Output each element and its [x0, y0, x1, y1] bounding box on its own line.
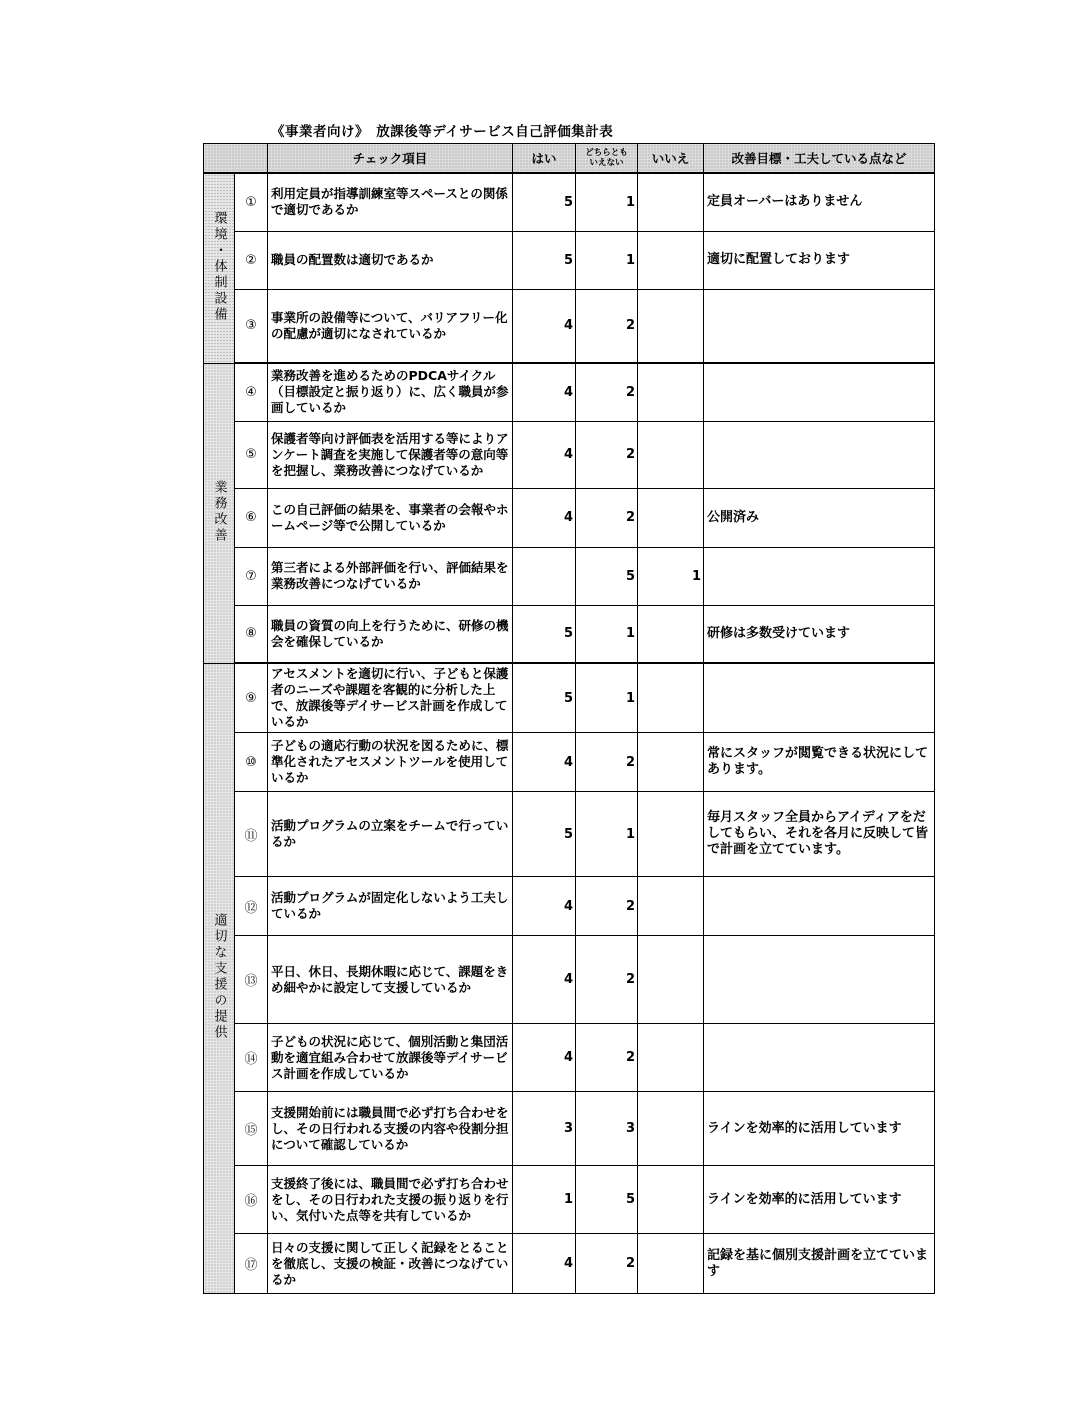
- yes-count: 5: [513, 231, 576, 289]
- category-label: 適切な支援の提供: [211, 912, 227, 1041]
- yes-count: 5: [513, 792, 576, 877]
- neither-count: 1: [576, 173, 638, 231]
- no-count: [638, 733, 704, 792]
- no-count: [638, 488, 704, 547]
- header-no: いいえ: [638, 144, 704, 174]
- neither-count: 1: [576, 605, 638, 663]
- row-number: ⑮: [235, 1092, 268, 1166]
- table-row: [204, 936, 935, 1024]
- table-row: [204, 663, 935, 733]
- neither-count: 2: [576, 877, 638, 936]
- no-count: [638, 173, 704, 231]
- category-label: 環境・体制設備: [211, 210, 227, 323]
- row-number: ②: [235, 231, 268, 289]
- neither-count: 1: [576, 663, 638, 733]
- no-count: [638, 1166, 704, 1234]
- check-item-text: 支援開始前には職員間で必ず打ち合わせをし、その日行われる支援の内容や役割分担について確認しているか: [268, 1092, 513, 1166]
- improvement-note: 定員オーバーはありません: [704, 173, 935, 231]
- row-number: ⑩: [235, 733, 268, 792]
- neither-count: 5: [576, 1166, 638, 1234]
- neither-count: 1: [576, 792, 638, 877]
- yes-count: 5: [513, 663, 576, 733]
- row-number: ⑤: [235, 421, 268, 488]
- check-item-text: 職員の配置数は適切であるか: [268, 231, 513, 289]
- header-check-item: チェック項目: [268, 144, 513, 174]
- yes-count: 5: [513, 605, 576, 663]
- row-number: ⑪: [235, 792, 268, 877]
- improvement-note: [704, 877, 935, 936]
- table-row: [204, 488, 935, 547]
- neither-count: 1: [576, 231, 638, 289]
- yes-count: 3: [513, 1092, 576, 1166]
- table-row: [204, 1166, 935, 1234]
- check-item-text: 平日、休日、長期休暇に応じて、課題をきめ細やかに設定して支援しているか: [268, 936, 513, 1024]
- neither-count: 2: [576, 936, 638, 1024]
- no-count: [638, 421, 704, 488]
- header-row: [204, 144, 935, 174]
- yes-count: 1: [513, 1166, 576, 1234]
- check-item-text: 業務改善を進めるためのPDCAサイクル（目標設定と振り返り）に、広く職員が参画しているか: [268, 363, 513, 421]
- table-row: [204, 605, 935, 663]
- evaluation-table: [203, 143, 935, 1294]
- yes-count: 4: [513, 488, 576, 547]
- no-count: 1: [638, 547, 704, 605]
- table-row: [204, 363, 935, 421]
- no-count: [638, 1234, 704, 1294]
- yes-count: 4: [513, 733, 576, 792]
- table-row: [204, 547, 935, 605]
- row-number: ⑯: [235, 1166, 268, 1234]
- neither-count: 2: [576, 1234, 638, 1294]
- yes-count: 5: [513, 173, 576, 231]
- yes-count: 4: [513, 1234, 576, 1294]
- table-row: [204, 877, 935, 936]
- table-row: [204, 231, 935, 289]
- improvement-note: 適切に配置しております: [704, 231, 935, 289]
- improvement-note: [704, 1024, 935, 1092]
- page-title: 《事業者向け》 放課後等デイサービス自己評価集計表: [271, 124, 614, 140]
- check-item-text: アセスメントを適切に行い、子どもと保護者のニーズや課題を客観的に分析した上で、放課後等デイサービス計画を作成しているか: [268, 663, 513, 733]
- no-count: [638, 936, 704, 1024]
- yes-count: 4: [513, 1024, 576, 1092]
- improvement-note: [704, 363, 935, 421]
- header-improvement: 改善目標・工夫している点など: [704, 144, 935, 174]
- neither-count: 2: [576, 1024, 638, 1092]
- category-cell: [204, 363, 235, 663]
- check-item-text: 職員の資質の向上を行うために、研修の機会を確保しているか: [268, 605, 513, 663]
- row-number: ③: [235, 289, 268, 363]
- no-count: [638, 877, 704, 936]
- check-item-text: 支援終了後には、職員間で必ず打ち合わせをし、その日行われた支援の振り返りを行い、気付いた点等を共有しているか: [268, 1166, 513, 1234]
- table-row: [204, 792, 935, 877]
- header-neither: どちらとも いえない: [576, 144, 638, 174]
- check-item-text: 活動プログラムが固定化しないよう工夫しているか: [268, 877, 513, 936]
- improvement-note: [704, 421, 935, 488]
- check-item-text: 第三者による外部評価を行い、評価結果を業務改善につなげているか: [268, 547, 513, 605]
- improvement-note: 公開済み: [704, 488, 935, 547]
- table-row: [204, 733, 935, 792]
- no-count: [638, 1092, 704, 1166]
- check-item-text: この自己評価の結果を、事業者の会報やホームページ等で公開しているか: [268, 488, 513, 547]
- no-count: [638, 663, 704, 733]
- yes-count: 4: [513, 877, 576, 936]
- no-count: [638, 289, 704, 363]
- category-cell: [204, 173, 235, 363]
- category-cell: [204, 663, 235, 1294]
- category-label: 業務改善: [211, 479, 227, 544]
- check-item-text: 活動プログラムの立案をチームで行っているか: [268, 792, 513, 877]
- improvement-note: 記録を基に個別支援計画を立てています: [704, 1234, 935, 1294]
- yes-count: [513, 547, 576, 605]
- neither-count: 2: [576, 733, 638, 792]
- row-number: ⑧: [235, 605, 268, 663]
- check-item-text: 利用定員が指導訓練室等スペースとの関係で適切であるか: [268, 173, 513, 231]
- improvement-note: [704, 936, 935, 1024]
- row-number: ⑬: [235, 936, 268, 1024]
- table-row: [204, 421, 935, 488]
- row-number: ⑭: [235, 1024, 268, 1092]
- check-item-text: 子どもの適応行動の状況を図るために、標準化されたアセスメントツールを使用しているか: [268, 733, 513, 792]
- neither-count: 3: [576, 1092, 638, 1166]
- yes-count: 4: [513, 421, 576, 488]
- improvement-note: [704, 663, 935, 733]
- neither-count: 2: [576, 289, 638, 363]
- no-count: [638, 1024, 704, 1092]
- row-number: ④: [235, 363, 268, 421]
- row-number: ⑦: [235, 547, 268, 605]
- no-count: [638, 231, 704, 289]
- no-count: [638, 792, 704, 877]
- neither-count: 2: [576, 488, 638, 547]
- row-number: ⑥: [235, 488, 268, 547]
- neither-count: 2: [576, 421, 638, 488]
- neither-count: 5: [576, 547, 638, 605]
- header-blank: [204, 144, 268, 174]
- check-item-text: 子どもの状況に応じて、個別活動と集団活動を適宜組み合わせて放課後等デイサービス計画を作成しているか: [268, 1024, 513, 1092]
- improvement-note: 研修は多数受けています: [704, 605, 935, 663]
- improvement-note: [704, 547, 935, 605]
- row-number: ①: [235, 173, 268, 231]
- neither-count: 2: [576, 363, 638, 421]
- check-item-text: 保護者等向け評価表を活用する等によりアンケート調査を実施して保護者等の意向等を把握し、業務改善につなげているか: [268, 421, 513, 488]
- table-row: [204, 1234, 935, 1294]
- yes-count: 4: [513, 289, 576, 363]
- row-number: ⑰: [235, 1234, 268, 1294]
- yes-count: 4: [513, 936, 576, 1024]
- improvement-note: 毎月スタッフ全員からアイディアをだしてもらい、それを各月に反映して皆で計画を立てています。: [704, 792, 935, 877]
- improvement-note: ラインを効率的に活用しています: [704, 1166, 935, 1234]
- row-number: ⑨: [235, 663, 268, 733]
- table-row: [204, 173, 935, 231]
- table-row: [204, 289, 935, 363]
- check-item-text: 日々の支援に関して正しく記録をとることを徹底し、支援の検証・改善につなげているか: [268, 1234, 513, 1294]
- improvement-note: [704, 289, 935, 363]
- no-count: [638, 605, 704, 663]
- improvement-note: 常にスタッフが閲覧できる状況にしてあります。: [704, 733, 935, 792]
- table-row: [204, 1092, 935, 1166]
- row-number: ⑫: [235, 877, 268, 936]
- table-row: [204, 1024, 935, 1092]
- yes-count: 4: [513, 363, 576, 421]
- no-count: [638, 363, 704, 421]
- header-yes: はい: [513, 144, 576, 174]
- check-item-text: 事業所の設備等について、バリアフリー化の配慮が適切になされているか: [268, 289, 513, 363]
- improvement-note: ラインを効率的に活用しています: [704, 1092, 935, 1166]
